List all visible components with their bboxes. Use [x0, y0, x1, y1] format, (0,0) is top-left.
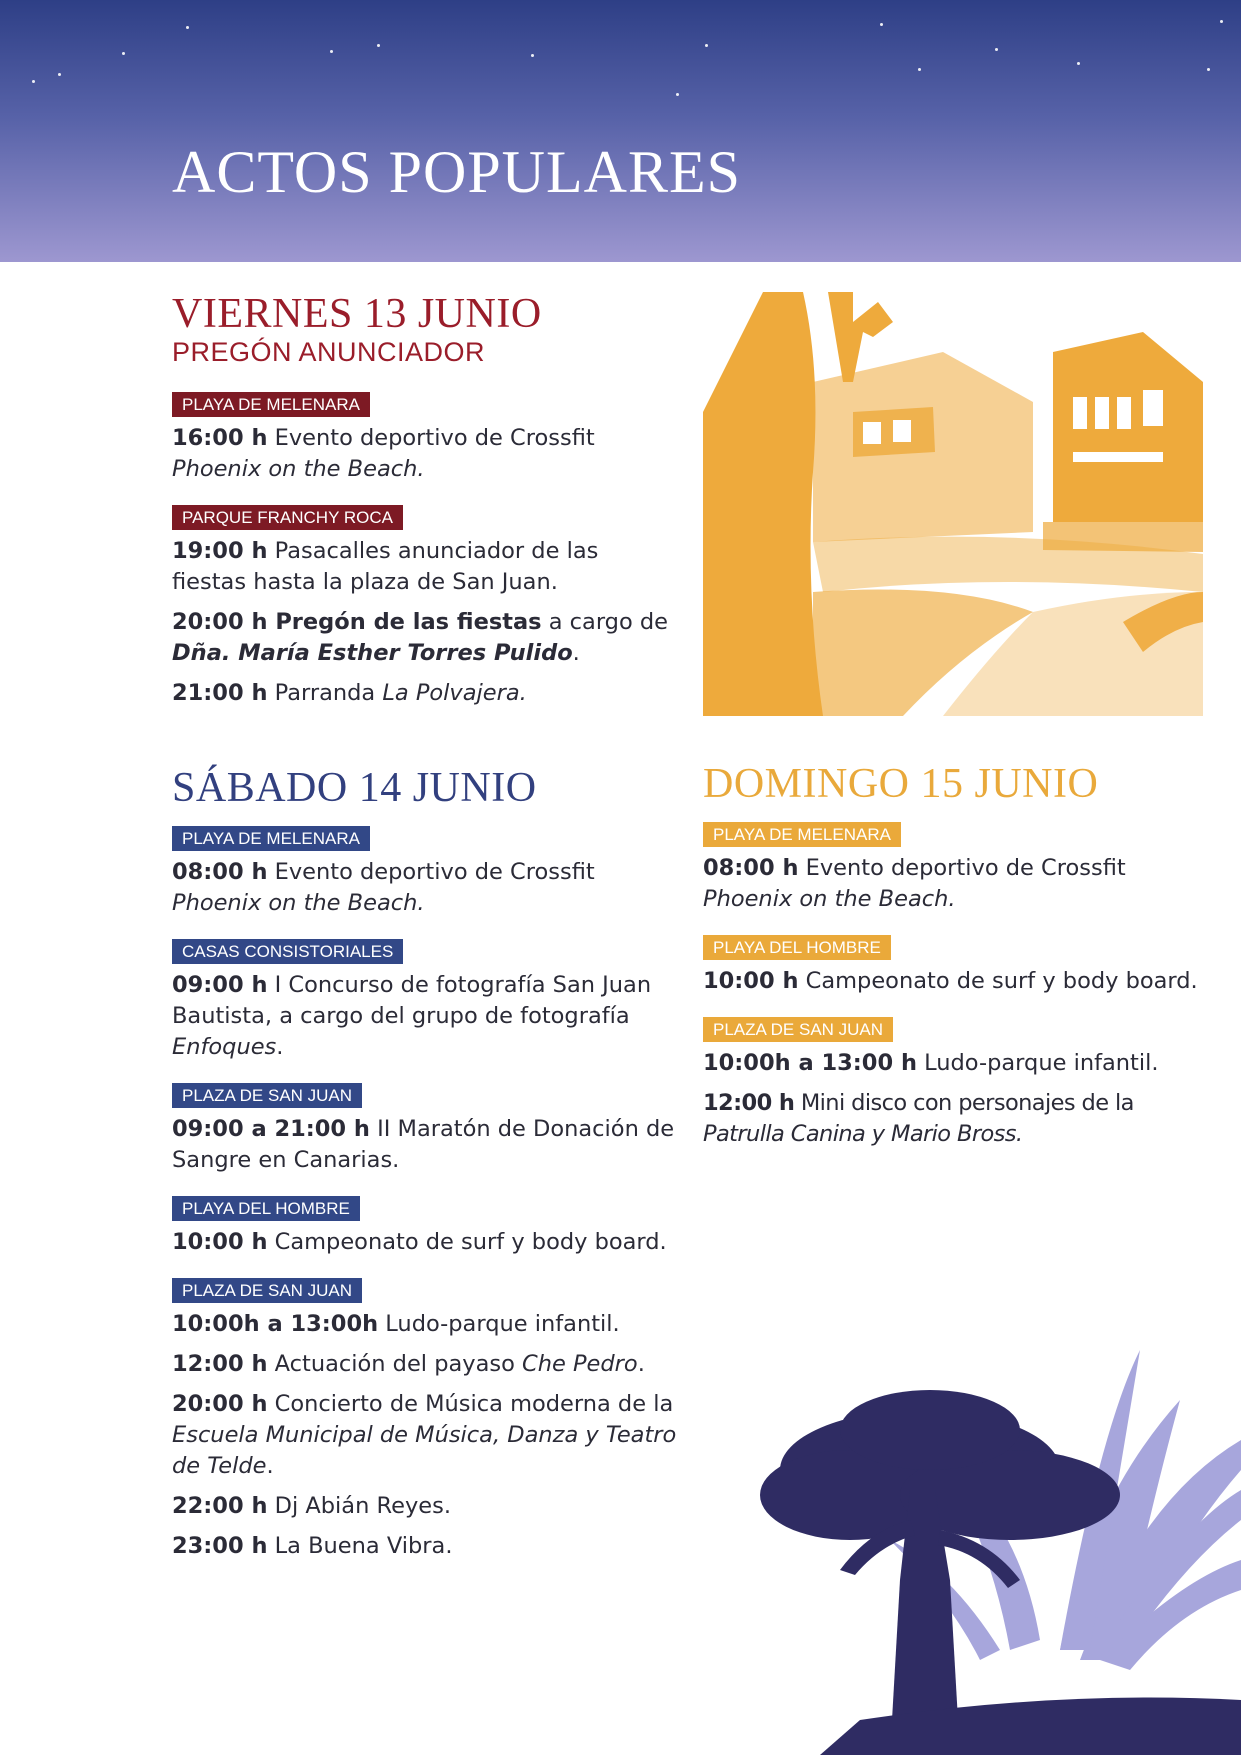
venue-group: [172, 495, 672, 709]
star-decoration: [918, 68, 921, 71]
event-time: 16:00 h: [172, 425, 268, 451]
venue-label: PLAYA DE MELENARA: [172, 392, 370, 417]
event-tail: .: [572, 640, 580, 666]
page-title: ACTOS POPULARES: [172, 139, 742, 205]
event-item: [703, 853, 1203, 915]
star-decoration: [880, 23, 883, 26]
event-item: [172, 1227, 682, 1258]
venue-label: PLAYA DEL HOMBRE: [172, 1196, 360, 1221]
event-item: [703, 966, 1203, 997]
event-time: 22:00 h: [172, 1493, 268, 1519]
event-tail: .: [266, 1453, 274, 1479]
event-item: [172, 423, 672, 485]
venue-group: [172, 929, 682, 1063]
event-italic: Phoenix on the Beach.: [172, 456, 425, 482]
event-time: 12:00 h: [703, 1090, 795, 1116]
star-decoration: [58, 73, 61, 76]
event-text: Ludo-parque infantil.: [916, 1050, 1159, 1076]
day-title: DOMINGO 15 JUNIO: [703, 761, 1099, 807]
day-title: SÁBADO 14 JUNIO: [172, 765, 537, 811]
event-item: [172, 1309, 682, 1340]
star-decoration: [1077, 62, 1080, 65]
star-decoration: [122, 52, 125, 55]
star-decoration: [377, 44, 380, 47]
event-item: [172, 1389, 682, 1482]
event-time: 08:00 h: [703, 855, 799, 881]
event-item: [172, 857, 682, 919]
event-item: [172, 678, 672, 709]
event-time: 09:00 h: [172, 972, 268, 998]
venue-group: [172, 1186, 682, 1258]
event-time: 21:00 h: [172, 680, 268, 706]
event-time: 12:00 h: [172, 1351, 268, 1377]
star-decoration: [676, 93, 679, 96]
event-time: 20:00 h: [172, 1391, 268, 1417]
event-text: Concierto de Música moderna de la: [267, 1391, 674, 1417]
event-item: [172, 607, 672, 669]
day-section-saturday: [172, 766, 682, 1572]
event-text: Campeonato de surf y body board.: [267, 1229, 667, 1255]
venue-group: [172, 1073, 682, 1176]
event-text: Pasacalles anunciador de las fiestas hasta la plaza de San Juan.: [172, 538, 599, 595]
venue-label: PLAYA DE MELENARA: [703, 822, 901, 847]
event-text: Actuación del payaso: [267, 1351, 523, 1377]
venue-group: [703, 925, 1203, 997]
event-text: La Buena Vibra.: [267, 1533, 453, 1559]
town-square-illustration: [703, 292, 1203, 716]
event-text: Evento deportivo de Crossfit: [798, 855, 1126, 881]
star-decoration: [705, 44, 708, 47]
event-time: 10:00h a 13:00h: [172, 1311, 379, 1337]
event-time: 10:00h a 13:00 h: [703, 1050, 917, 1076]
event-italic: Che Pedro: [522, 1351, 638, 1377]
star-decoration: [1207, 68, 1210, 71]
venue-group: [172, 1268, 682, 1562]
event-italic: Escuela Municipal de Música, Danza y Teatro de Telde: [172, 1422, 677, 1479]
event-time: 20:00 h: [172, 609, 268, 635]
venue-label: PLAZA DE SAN JUAN: [172, 1278, 362, 1303]
event-italic: Patrulla Canina y Mario Bross.: [703, 1121, 1023, 1147]
event-item: [172, 1531, 682, 1562]
venue-label: PLAZA DE SAN JUAN: [172, 1083, 362, 1108]
venue-label: PARQUE FRANCHY ROCA: [172, 505, 403, 530]
venue-group: [703, 1007, 1203, 1150]
event-bold: Pregón de las fiestas: [267, 609, 542, 635]
event-text: Dj Abián Reyes.: [267, 1493, 451, 1519]
venue-label: PLAZA DE SAN JUAN: [703, 1017, 893, 1042]
event-text: Evento deportivo de Crossfit: [267, 859, 595, 885]
event-item: [172, 1491, 682, 1522]
day-section-sunday: [703, 762, 1203, 1160]
venue-label: PLAYA DE MELENARA: [172, 826, 370, 851]
star-decoration: [32, 80, 35, 83]
event-italic: Enfoques: [172, 1034, 277, 1060]
day-subtitle: PREGÓN ANUNCIADOR: [172, 337, 486, 367]
event-text: I Concurso de fotografía San Juan Bautista, a cargo del grupo de fotografía: [172, 972, 652, 1029]
venue-group: [703, 812, 1203, 915]
day-section-friday: [172, 292, 672, 719]
star-decoration: [531, 54, 534, 57]
event-item: [703, 1088, 1203, 1150]
event-text: Campeonato de surf y body board.: [798, 968, 1198, 994]
venue-label: CASAS CONSISTORIALES: [172, 939, 403, 964]
event-time: 09:00 a 21:00 h: [172, 1116, 370, 1142]
event-text: Evento deportivo de Crossfit: [267, 425, 595, 451]
event-italic: Phoenix on the Beach.: [172, 890, 425, 916]
event-time: 10:00 h: [172, 1229, 268, 1255]
event-bold-italic: Dña. María Esther Torres Pulido: [172, 640, 573, 666]
event-item: [172, 1114, 682, 1176]
event-text: a cargo de: [541, 609, 668, 635]
star-decoration: [330, 50, 333, 53]
event-text: Ludo-parque infantil.: [378, 1311, 620, 1337]
tree-silhouette-decoration: [760, 1320, 1241, 1755]
venue-group: [172, 816, 682, 919]
venue-group: [172, 382, 672, 485]
event-item: [172, 1349, 682, 1380]
star-decoration: [995, 48, 998, 51]
event-time: 10:00 h: [703, 968, 799, 994]
header-banner: [0, 0, 1241, 262]
event-item: [703, 1048, 1203, 1079]
event-tail: .: [276, 1034, 284, 1060]
event-time: 19:00 h: [172, 538, 268, 564]
event-item: [172, 536, 672, 598]
event-time: 23:00 h: [172, 1533, 268, 1559]
event-tail: .: [637, 1351, 645, 1377]
event-italic: Phoenix on the Beach.: [703, 886, 956, 912]
day-title: VIERNES 13 JUNIO: [172, 291, 542, 337]
event-text: II Maratón de Donación de Sangre en Canarias.: [172, 1116, 675, 1173]
star-decoration: [1220, 20, 1223, 23]
event-time: 08:00 h: [172, 859, 268, 885]
star-decoration: [186, 26, 189, 29]
event-italic: La Polvajera.: [382, 680, 527, 706]
event-text: Parranda: [267, 680, 383, 706]
event-text: Mini disco con personajes de la: [794, 1090, 1134, 1116]
event-item: [172, 970, 682, 1063]
venue-label: PLAYA DEL HOMBRE: [703, 935, 891, 960]
